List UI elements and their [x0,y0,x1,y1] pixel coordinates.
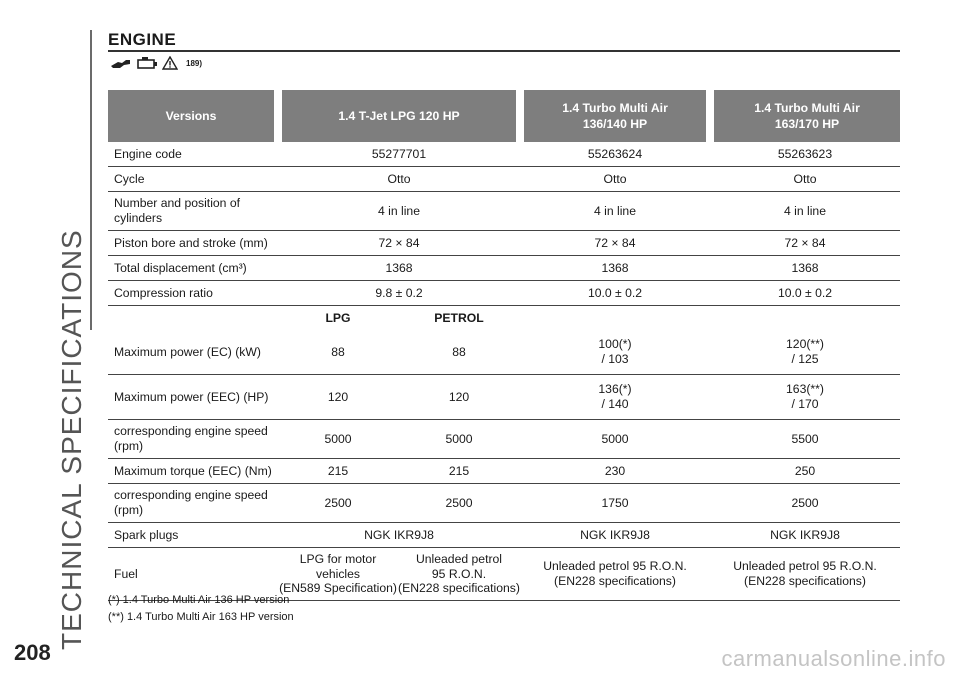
footnotes [108,592,294,626]
header-versions: Versions [108,90,278,142]
header-tjet-lpg: 1.4 T-Jet LPG 120 HP [278,90,520,142]
table-row: Maximum power (EEC) (HP) 120 120 136(*) / 140 163(**) / 170 [108,375,900,420]
hand-wrench-icon [110,56,132,70]
subheader-lpg: LPG [325,310,351,325]
heading-divider [108,50,900,52]
table-row: Fuel LPG for motor vehicles (EN589 Specification) Unleaded petrol 95 R.O.N. (EN228 specifications) Unleaded petrol 95 R.O.N. (EN228 specifications) Unleaded petrol 95 R.O.N. (EN228 specifications) [108,548,900,601]
warning-reference: 189) [186,58,203,68]
table-row: Piston bore and stroke (mm) 72 × 84 72 × 84 72 × 84 [108,231,900,256]
table-row: Engine code 55277701 55263624 55263623 [108,142,900,167]
table-row: corresponding engine speed (rpm) 2500 2500 1750 2500 [108,484,900,523]
table-header-row [108,90,900,142]
table-row: Maximum torque (EEC) (Nm) 215 215 230 250 [108,459,900,484]
table-row: Compression ratio 9.8 ± 0.2 10.0 ± 0.2 10.0 ± 0.2 [108,281,900,306]
header-multiair-136: 1.4 Turbo Multi Air 136/140 HP [520,90,710,142]
footnote-163: (**) 1.4 Turbo Multi Air 163 HP version [108,611,294,623]
table-row: Number and position of cylinders 4 in line 4 in line 4 in line [108,192,900,231]
page-number: 208 [14,640,51,665]
section-side-title: TECHNICAL SPECIFICATIONS [56,229,87,650]
table-row: Total displacement (cm³) 1368 1368 1368 [108,256,900,281]
engine-spec-table [108,90,900,601]
table-row: Cycle Otto Otto Otto [108,167,900,192]
engine-icon [136,56,158,70]
fuel-subheader-row [108,306,900,331]
watermark: carmanualsonline.info [721,646,946,671]
footnote-136: (*) 1.4 Turbo Multi Air 136 HP version [108,594,290,606]
icon-row [110,56,202,70]
warning-icon [162,56,178,70]
table-row: Spark plugs NGK IKR9J8 NGK IKR9J8 NGK IKR9J8 [108,523,900,548]
table-row: Maximum power (EC) (kW) 88 88 100(*) / 103 120(**) / 125 [108,330,900,375]
table-row: corresponding engine speed (rpm) 5000 5000 5000 5500 [108,420,900,459]
header-multiair-163: 1.4 Turbo Multi Air 163/170 HP [710,90,900,142]
page-heading: ENGINE [108,30,177,49]
subheader-petrol: PETROL [434,310,484,325]
